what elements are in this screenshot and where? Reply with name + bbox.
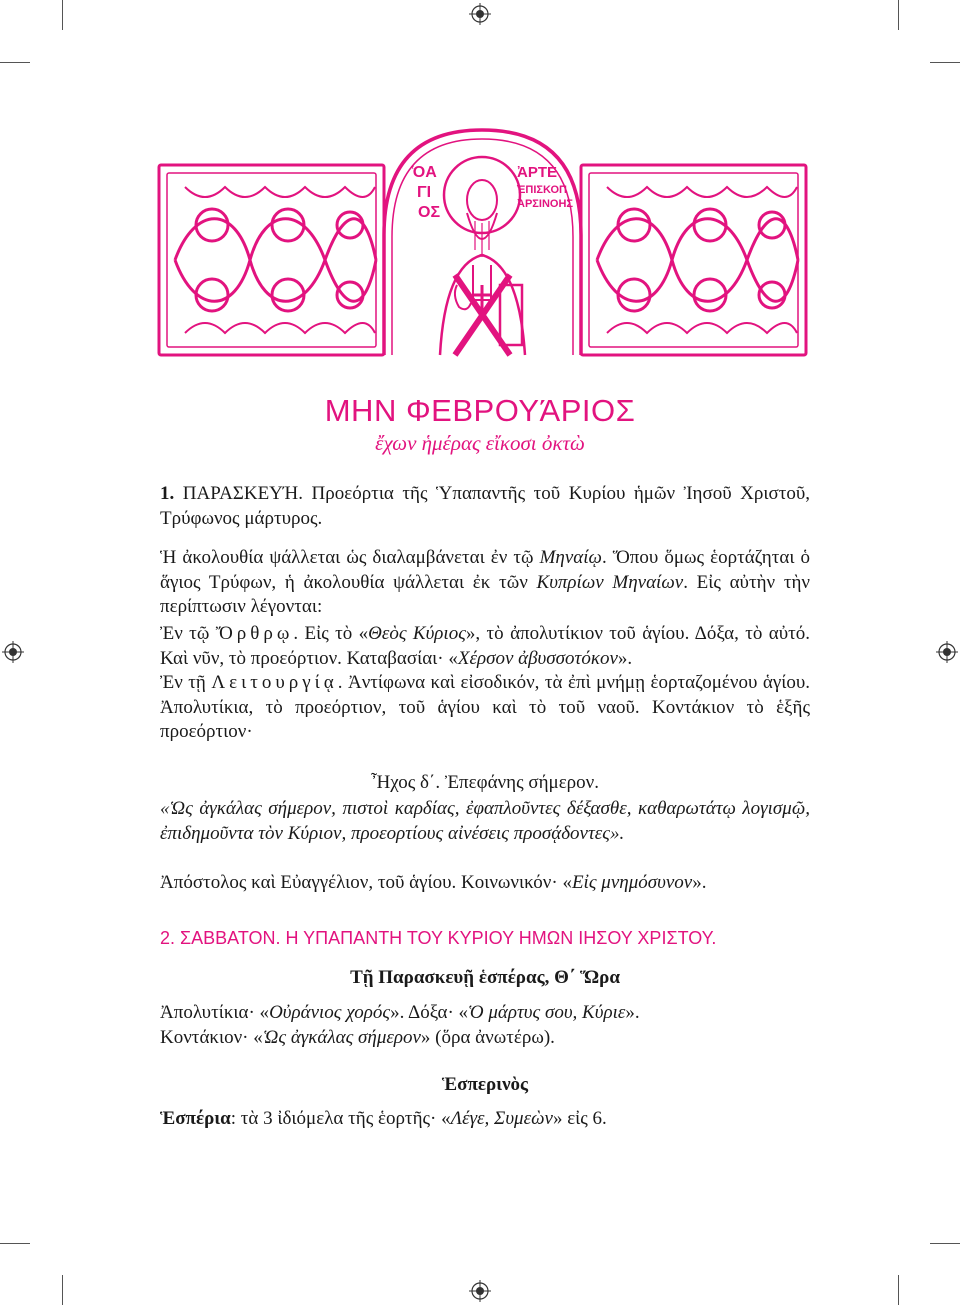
leit-text: . Ἀντίφωνα καὶ εἰσοδικόν, τὰ ἐπὶ μνήμῃ ἑορταζομένου ἁγίου. Ἀπολυτίκια, τὸ προεόρτιον, τοῦ ἁγίου καὶ τὸ τοῦ ναοῦ. Κοντάκιον τὸ ἑξῆς προεόρτιον· — [160, 672, 810, 742]
esperia-lege: Λέγε, Συμεὼν — [450, 1108, 553, 1129]
crop-mark-top-left — [62, 0, 63, 30]
day1-heading-rest: Προεόρτια τῆς Ὑπαπαντῆς τοῦ Κυρίου ἡμῶν Ἰησοῦ Χριστοῦ, Τρύφωνος μάρτυρος. — [160, 483, 811, 529]
vine-ornament-icon — [155, 125, 810, 380]
apol-text: Ἀπολυτίκια· « — [160, 1002, 270, 1023]
registration-mark-top-icon — [469, 3, 491, 25]
day1-number: 1. — [160, 483, 175, 504]
orthros-cherson: Χέρσον ἀβυσσοτόκον — [457, 647, 618, 669]
apol-ouranios: Οὐράνιος χορός — [269, 1002, 391, 1023]
crop-mark-right-bottom — [930, 1243, 960, 1244]
kont-agkalas: Ὡς ἀγκάλας σήμερον — [262, 1027, 421, 1048]
orthros-theos: Θεὸς Κύριος — [368, 623, 466, 644]
apostolos-koinonikon: Εἰς μνημόσυνον — [571, 872, 693, 893]
orthros-text: », τὸ ἀπολυτίκιον τοῦ ἁγίου. Δόξα, τὸ αὐτό. Καὶ νῦν, τὸ προεόρτιον. Καταβασίαι· « — [160, 623, 810, 669]
day2-heading — [160, 926, 810, 951]
rubric-menaio: Μηναίῳ — [539, 547, 602, 568]
leit-text: Ἐν τῇ — [160, 672, 212, 693]
month-subtitle: ἔχων ἡμέρας εἴκοσι ὀκτὼ — [375, 431, 585, 455]
crop-mark-left-bottom — [0, 1243, 30, 1244]
apol-text: ». — [625, 1002, 640, 1023]
crop-mark-right-top — [930, 62, 960, 63]
crop-mark-bottom-left — [62, 1275, 63, 1305]
svg-text:ἘΠΙΣΚΟΠ: ἘΠΙΣΚΟΠ — [517, 184, 567, 196]
echos-text: Ἦχος δ΄. Ἐπεφάνης σήμερον. — [370, 772, 600, 793]
esperia-text: : τὰ 3 ἰδιόμελα τῆς ἑορτῆς· « — [230, 1108, 451, 1129]
svg-text:ἈΡΤΕ: ἈΡΤΕ — [517, 164, 558, 181]
day1-heading-paragraph — [160, 482, 810, 531]
day2-subheading — [160, 966, 810, 991]
inscription-left: ὉΑ — [412, 164, 437, 181]
month-title: ΜΗΝ ΦΕΒΡΟΥΆΡΙΟΣ — [324, 393, 636, 428]
apolytikia-line — [160, 1001, 810, 1026]
registration-mark-bottom-icon — [469, 1280, 491, 1302]
echos-line — [160, 771, 810, 796]
orthros-word: Ὄρθρῳ — [215, 623, 294, 644]
day2-heading-text: 2. ΣΑΒΒΑΤΟΝ. Η ΥΠΑΠΑΝΤΗ ΤΟΥ ΚΥΡΙΟΥ ΗΜΩΝ ΙΗΣΟΥ ΧΡΙΣΤΟΥ. — [160, 928, 717, 948]
rubric-text: Ἡ ἀκολουθία ψάλλεται ὡς διαλαμβάνεται ἐν τῷ — [160, 547, 540, 568]
leitourgia-paragraph — [160, 671, 810, 745]
orthros-paragraph — [160, 622, 810, 671]
esperia-line — [160, 1107, 810, 1132]
day1-rubric-paragraph — [160, 546, 810, 620]
registration-mark-right-icon — [936, 641, 958, 663]
rubric-text: . Εἰς αὐτὴν τὴν περίπτωσιν λέγονται: — [160, 571, 811, 617]
orthros-text: Ἐν τῷ — [160, 623, 216, 644]
hymn-text: «Ὡς ἀγκάλας σήμερον, πιστοὶ καρδίας, ἐφαπλοῦντες δέξασθε, καθαρωτάτῳ λογισμῷ, ἐπιδημοῦντα τὸν Κύριον, προεορτίους αἰνέσεις προσᾴδοντες». — [160, 798, 810, 844]
orthros-text: . Εἰς τὸ « — [293, 623, 369, 644]
rubric-text: . Ὅπου ὅμως ἑορτάζηται ὁ ἅγιος Τρύφων, ἡ ἀκολουθία ψάλλεται ἐκ τῶν — [160, 547, 811, 593]
apostolos-line — [160, 871, 810, 896]
esperinos-heading — [160, 1073, 810, 1098]
svg-text:ἈΡΣΙΝΟΗΣ: ἈΡΣΙΝΟΗΣ — [517, 198, 573, 210]
leit-word: Λειτουργίᾳ — [211, 672, 338, 693]
registration-mark-left-icon — [2, 641, 24, 663]
svg-text:ΓΙ: ΓΙ — [417, 184, 432, 201]
apol-text: ». Δόξα· « — [390, 1002, 469, 1023]
svg-text:ΟΣ: ΟΣ — [418, 204, 441, 221]
day2-subheading-text: Τῇ Παρασκευῇ ἑσπέρας, Θ΄ Ὥρα — [350, 967, 620, 988]
kontakion-line — [160, 1026, 810, 1051]
orthros-text: ». — [617, 647, 633, 669]
crop-mark-top-right — [898, 0, 899, 30]
kont-text: » (ὅρα ἀνωτέρω). — [420, 1027, 555, 1048]
header-ornament — [155, 125, 810, 380]
apol-martys: Ὁ μάρτυς σου, Κύριε — [468, 1002, 626, 1023]
esperinos-heading-text: Ἑσπερινὸς — [441, 1074, 529, 1095]
crop-mark-left-top — [0, 62, 30, 63]
esperia-text: » εἰς 6. — [552, 1108, 607, 1129]
kont-text: Κοντάκιον· « — [160, 1027, 263, 1048]
crop-mark-bottom-right — [898, 1275, 899, 1305]
rubric-kyprion: Κυπρίων Μηναίων — [536, 571, 684, 593]
apostolos-text: ». — [692, 872, 707, 893]
day1-heading: ΠΑΡΑΣΚΕΥΉ. — [182, 483, 303, 504]
apostolos-text: Ἀπόστολος καὶ Εὐαγγέλιον, τοῦ ἁγίου. Κοινωνικόν· « — [160, 872, 572, 893]
esperia-label: Ἑσπέρια — [160, 1108, 231, 1129]
kontakion-hymn — [160, 797, 810, 846]
